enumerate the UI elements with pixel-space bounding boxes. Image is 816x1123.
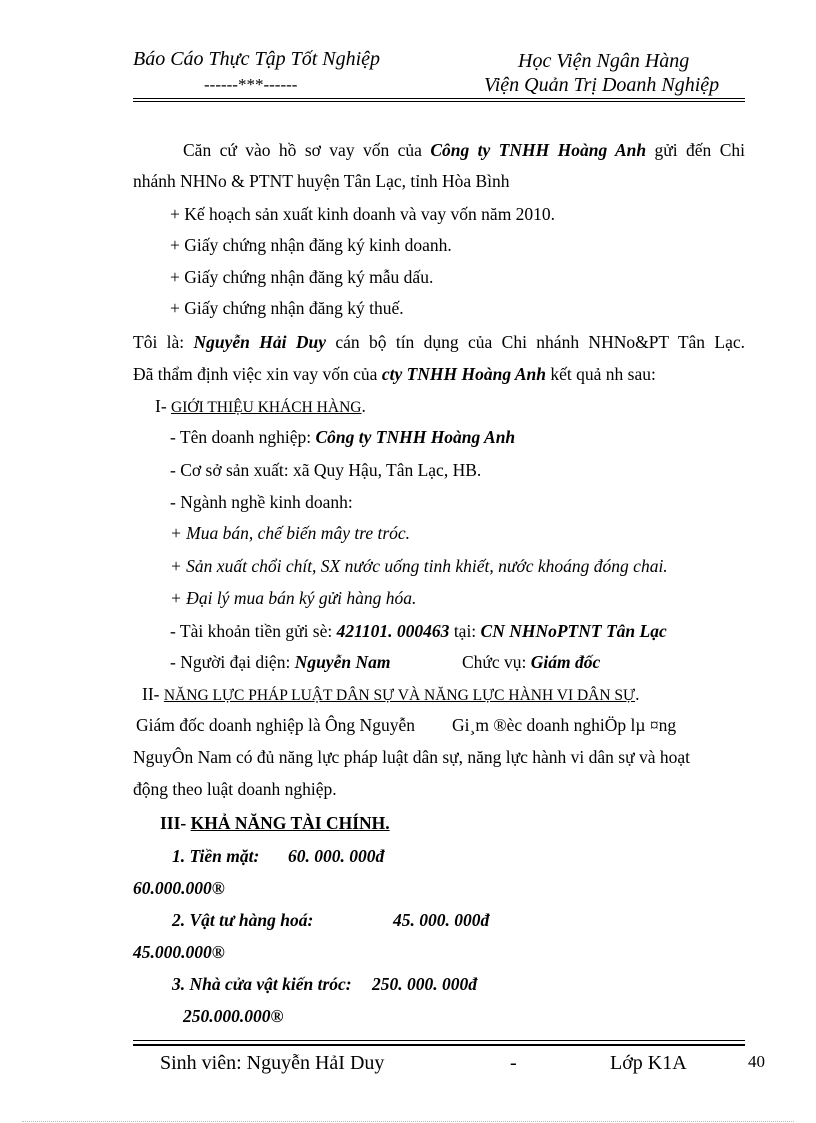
intro-text-b: gửi đến Chi [646, 140, 745, 160]
intro-text-a: Căn cứ vào hồ sơ vay vốn của [183, 140, 431, 160]
footer-class: Lớp K1A [610, 1052, 687, 1074]
section-2-para-line-2: NguyÔn Nam có đủ năng lực pháp luật dân sự, năng lực hành vi dân sự và hoạt [133, 747, 690, 767]
section-3-heading [160, 812, 390, 834]
doc-item-2: + Giấy chứng nhận đăng ký kinh doanh. [170, 235, 452, 255]
section-2-title: NĂNG LỰC PHÁP LUẬT DÂN SỰ VÀ NĂNG LỰC HÀNH VI DÂN SỰ [163, 687, 636, 704]
footer-dash: - [510, 1052, 517, 1074]
doc-item-4: + Giấy chứng nhận đăng ký thuế. [170, 298, 404, 318]
section-2-end: . [635, 684, 640, 704]
header-rule [133, 98, 745, 99]
account-bank: CN NHNoPTNT Tân Lạc [480, 621, 667, 641]
company-name-line [170, 426, 515, 448]
section-2-heading [142, 683, 639, 707]
business-label: - Ngành nghề kinh doanh: [170, 492, 353, 512]
section-2-para-line-1: Giám đốc doanh nghiệp là Ông Nguyễn [136, 715, 415, 735]
finance-item-1-label: 1. Tiền mặt: [172, 846, 260, 866]
account-at: tại: [449, 621, 481, 641]
rep-role: Giám đốc [530, 652, 601, 672]
section-1-number: I- [155, 396, 172, 416]
representative-line [170, 651, 390, 673]
officer-line [133, 331, 745, 353]
section-1-end: . [361, 396, 366, 416]
business-item-3: + Đại lý mua bán ký gửi hàng hóa. [170, 588, 417, 608]
section-1-heading [155, 395, 366, 419]
rep-role-label: Chức vụ: [462, 652, 531, 672]
footer-rule-double [133, 1044, 745, 1046]
company-label: - Tên doanh nghiệp: [170, 427, 316, 447]
header-right-sub: Viện Quản Trị Doanh Nghiệp [484, 74, 720, 96]
doc-item-1: + Kế hoạch sản xuất kinh doanh và vay vốn năm 2010. [170, 204, 556, 224]
officer-name: Nguyễn Hải Duy [193, 332, 326, 352]
officer-text-b: cán bộ tín dụng của Chi nhánh NHNo&PT Tân Lạc. [325, 332, 746, 352]
finance-item-3-label: 3. Nhà cửa vật kiến tróc: [172, 974, 352, 994]
section-2-para-garbled: Gi¸m ®èc doanh nghiÖp lµ ¤ng [452, 715, 677, 735]
appraisal-line [133, 363, 656, 385]
intro-line-1 [183, 139, 745, 161]
header-right-title: Học Viện Ngân Hàng [518, 50, 690, 72]
appraisal-text-a: Đã thẩm định việc xin vay vốn của [133, 364, 382, 384]
footer-rule [133, 1040, 745, 1041]
company-value: Công ty TNHH Hoàng Anh [315, 427, 516, 447]
finance-item-2-label: 2. Vật tư hàng hoá: [172, 910, 314, 930]
account-line [170, 620, 667, 642]
finance-item-2-amount: 45. 000. 000đ [393, 910, 490, 930]
section-1-title: GIỚI THIỆU KHÁCH HÀNG [171, 399, 362, 416]
officer-text-a: Tôi là: [133, 332, 194, 352]
footer-student: Sinh viên: Nguyễn HảI Duy [160, 1052, 385, 1074]
rep-name: Nguyễn Nam [294, 652, 391, 672]
section-2-para-line-3: động theo luật doanh nghiệp. [133, 779, 337, 799]
business-item-1: + Mua bán, chế biến mây tre tróc. [170, 523, 411, 543]
section-3-number: III- [160, 813, 191, 833]
appraisal-text-b: kết quả nh sau: [546, 364, 656, 384]
header-rule-double [133, 101, 745, 102]
header-left-sub: ------***------ [204, 75, 298, 94]
appraisal-company: cty TNHH Hoàng Anh [381, 364, 546, 384]
rep-role-line [462, 651, 600, 673]
doc-item-3: + Giấy chứng nhận đăng ký mẫu dấu. [170, 267, 434, 287]
account-label: - Tài khoản tiền gửi sè: [170, 621, 337, 641]
rep-label: - Người đại diện: [170, 652, 295, 672]
intro-line-2: nhánh NHNo & PTNT huyện Tân Lạc, tỉnh Hòa Bình [133, 171, 510, 191]
facility-line: - Cơ sở sản xuất: xã Quy Hậu, Tân Lạc, HB. [170, 460, 482, 480]
account-number: 421101. 000463 [336, 621, 450, 641]
section-2-number: II- [142, 684, 164, 704]
intro-company: Công ty TNHH Hoàng Anh [430, 140, 647, 160]
page-edge-divider [22, 1121, 794, 1122]
header-left-title: Báo Cáo Thực Tập Tốt Nghiệp [133, 48, 381, 70]
finance-item-1-amount: 60. 000. 000đ [288, 846, 385, 866]
finance-item-2-repeat: 45.000.000® [133, 942, 225, 962]
finance-item-3-repeat: 250.000.000® [183, 1006, 284, 1026]
finance-item-3-amount: 250. 000. 000đ [372, 974, 477, 994]
page-number: 40 [748, 1052, 765, 1071]
section-3-title: KHẢ NĂNG TÀI CHÍNH. [190, 813, 390, 833]
business-item-2: + Sản xuất chổi chít, SX nước uống tinh khiết, nước khoáng đóng chai. [170, 556, 668, 576]
finance-item-1-repeat: 60.000.000® [133, 878, 225, 898]
